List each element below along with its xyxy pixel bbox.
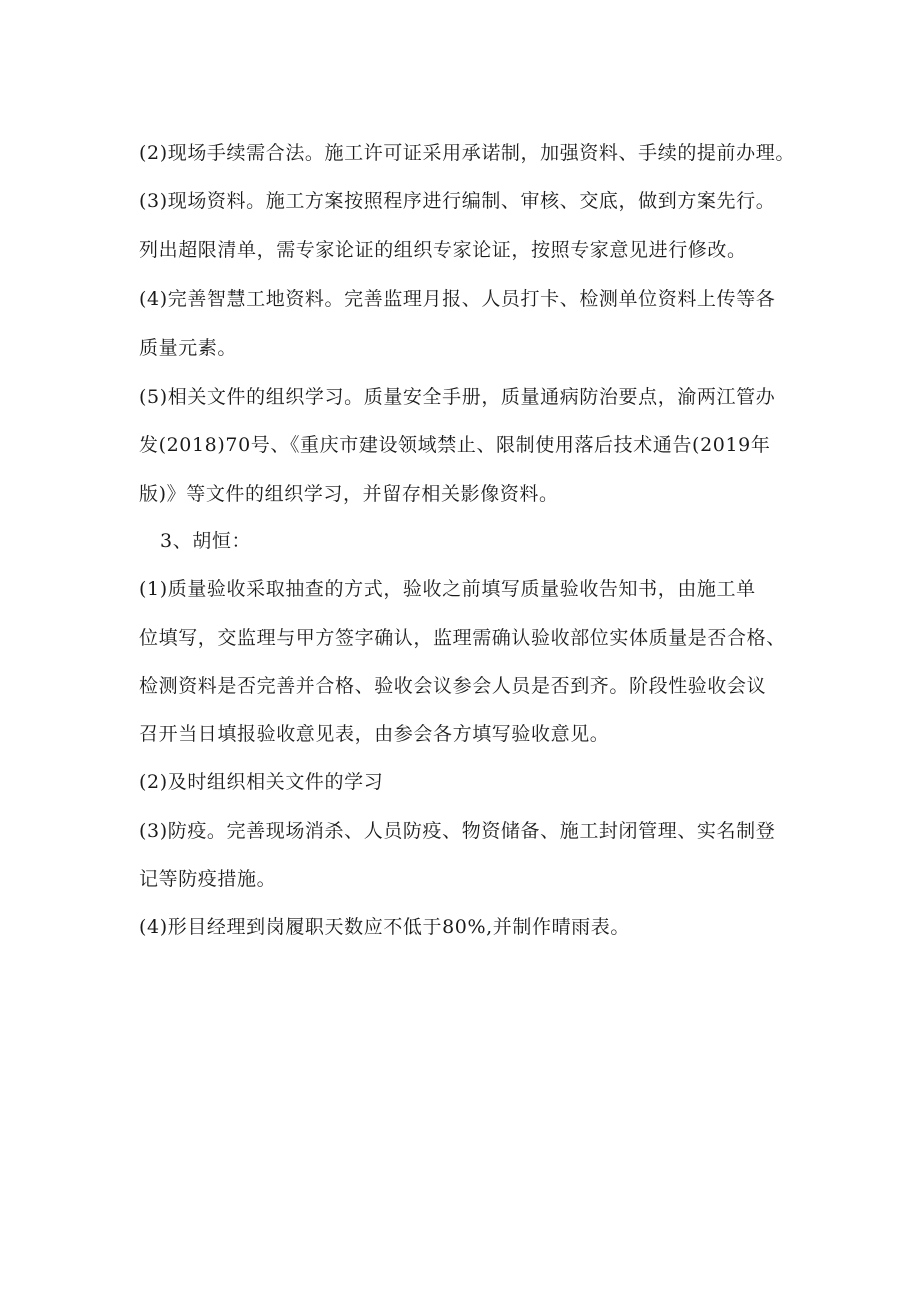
paragraph-line: 版)》等文件的组织学习，并留存相关影像资料。	[139, 483, 559, 505]
paragraph-line: (5)相关文件的组织学习。质量安全手册，质量通病防治要点，渝两江管办	[139, 386, 776, 408]
paragraph-line: (2)及时组织相关文件的学习	[139, 771, 384, 793]
paragraph-line: (2)现场手续需合法。施工许可证采用承诺制，加强资料、手续的提前办理。	[139, 142, 795, 164]
paragraph-line: (1)质量验收采取抽查的方式，验收之前填写质量验收告知书，由施工单	[139, 578, 756, 600]
paragraph-line: (3)现场资料。施工方案按照程序进行编制、审核、交底，做到方案先行。	[139, 190, 776, 212]
paragraph-line: (3)防疫。完善现场消杀、人员防疫、物资储备、施工封闭管理、实名制登	[139, 820, 776, 842]
paragraph-line: 列出超限清单，需专家论证的组织专家论证，按照专家意见进行修改。	[139, 239, 747, 261]
paragraph-line: (4)形目经理到岗履职天数应不低于80%,并制作晴雨表。	[139, 916, 630, 938]
paragraph-line: 位填写，交监理与甲方签字确认，监理需确认验收部位实体质量是否合格、	[139, 627, 786, 649]
paragraph-line: 质量元素。	[139, 337, 238, 359]
paragraph-line: (4)完善智慧工地资料。完善监理月报、人员打卡、检测单位资料上传等各	[139, 288, 776, 310]
section-heading: 3、胡恒：	[160, 530, 252, 552]
paragraph-line: 记等防疫措施。	[139, 868, 277, 890]
paragraph-line: 发(2018)70号、《重庆市建设领域禁止、限制使用落后技术通告(2019年	[139, 434, 771, 456]
paragraph-line: 召开当日填报验收意见表，由参会各方填写验收意见。	[139, 723, 610, 745]
paragraph-line: 检测资料是否完善并合格、验收会议参会人员是否到齐。阶段性验收会议	[139, 675, 767, 697]
